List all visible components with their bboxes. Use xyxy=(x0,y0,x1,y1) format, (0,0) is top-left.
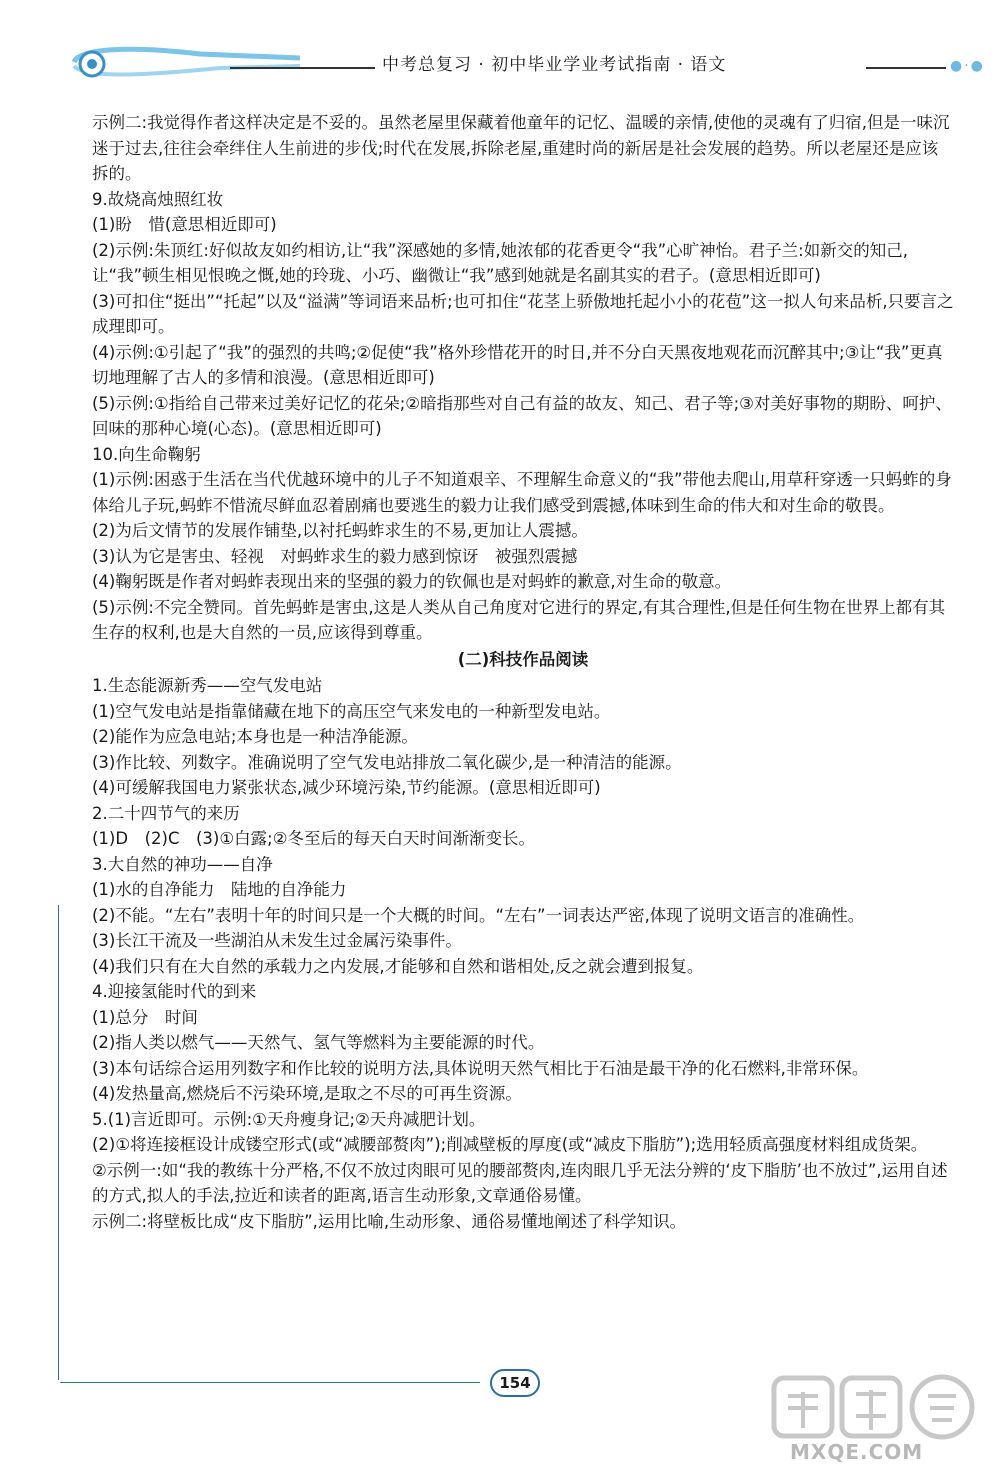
header-title: 中考总复习 · 初中毕业学业考试指南 · 语文 xyxy=(382,55,727,75)
page-number: 154 xyxy=(490,1369,540,1397)
text-line: (3)认为它是害虫、轻视 对蚂蚱求生的毅力感到惊讶 被强烈震撼 xyxy=(92,546,578,566)
text-line: (4)示例:①引起了“我”的强烈的共鸣;②促使“我”格外珍惜花开的时日,并不分白天黑夜地观花而沉醉其中;③让“我”更真切地理解了古人的多情和浪漫。(意思相近即可) xyxy=(92,342,943,387)
margin-rule-left xyxy=(58,905,59,1380)
text-line: (1)水的自净能力 陆地的自净能力 xyxy=(92,880,347,899)
text-line: (2)不能。“左右”表明十年的时间只是一个大概的时间。“左右”一词表达严密,体现了说明文语言的准确性。 xyxy=(92,905,865,925)
text-line: (3)可扣住“挺出”“托起”以及“溢满”等词语来品析;也可扣住“花茎上骄傲地托起小小的花苞”这一拟人句来品析,只要言之成理即可。 xyxy=(92,291,954,336)
text-line: (4)发热量高,燃烧后不污染环境,是取之不尽的可再生资源。 xyxy=(92,1084,522,1103)
text-line: (1)总分 时间 xyxy=(92,1007,198,1027)
question-title: 2.二十四节气的来历 xyxy=(92,803,240,823)
text-line: (2)①将连接框设计成镂空形式(或“减腰部赘肉”);削减壁板的厚度(或“减皮下脂肪”);选用轻质高强度材料组成货架。 xyxy=(92,1135,928,1154)
text-line: (2)示例:朱顶红:好似故友如约相访,让“我”深感她的多情,她浓郁的花香更令“我”心旷神怡。君子兰:如新交的知己,让“我”顿生相见恨晚之慨,她的玲珑、小巧、幽微让“我”感到她就是名副其实的君子。(意思相近即可) xyxy=(92,240,908,285)
page-number-badge xyxy=(484,1367,544,1397)
question-title: 4.迎接氢能时代的到来 xyxy=(92,982,257,1001)
text-line: (2)能作为应急电站;本身也是一种洁净能源。 xyxy=(92,727,418,746)
text-line: (3)本句话综合运用列数字和作比较的说明方法,具体说明天然气相比于石油是最干净的化石燃料,非常环保。 xyxy=(92,1058,869,1078)
margin-rule-bottom xyxy=(60,1382,480,1383)
text-line: 示例二:将壁板比成“皮下脂肪”,运用比喻,生动形象、通俗易懂地阐述了科学知识。 xyxy=(92,1211,687,1231)
question-title: 9.故烧高烛照红妆 xyxy=(92,189,224,209)
text-line: (5)示例:不完全赞同。首先蚂蚱是害虫,这是人类从自己角度对它进行的界定,有其合理性,但是任何生物在世界上都有其生存的权利,也是大自然的一员,应该得到尊重。 xyxy=(92,597,946,642)
text-line: (3)作比较、列数字。准确说明了空气发电站排放二氧化碳少,是一种清洁的能源。 xyxy=(92,752,682,772)
text-line: (4)我们只有在大自然的承载力之内发展,才能够和自然和谐相处,反之就会遭到报复。 xyxy=(92,956,704,976)
question-title: 1.生态能源新秀——空气发电站 xyxy=(92,676,323,695)
text-line: (1)空气发电站是指靠储藏在地下的高压空气来发电的一种新型发电站。 xyxy=(92,701,611,721)
header-rule-left xyxy=(230,67,375,69)
question-title: 10.向生命鞠躬 xyxy=(92,444,201,464)
text-line: (1)D (2)C (3)①白露;②冬至后的每天白天时间渐渐变长。 xyxy=(92,829,535,848)
section-title: (二)科技作品阅读 xyxy=(457,649,589,669)
text-line: ②示例一:如“我的教练十分严格,不仅不放过肉眼可见的腰部赘肉,连肉眼几乎无法分辨的‘皮下脂肪’也不放过”,运用自述的方式,拟人的手法,拉近和读者的距离,语言生动形象,文章通俗易懂。 xyxy=(92,1160,948,1205)
text-line: (4)可缓解我国电力紧张状态,减少环境污染,节约能源。(意思相近即可) xyxy=(92,778,601,797)
logo-swoosh-icon xyxy=(70,44,310,80)
text-line: (2)为后文情节的发展作铺垫,以衬托蚂蚱求生的不易,更加让人震撼。 xyxy=(92,521,588,540)
question-title: 5.(1)言近即可。示例:①天舟瘦身记;②天舟减肥计划。 xyxy=(92,1109,486,1129)
text-line: 示例二:我觉得作者这样决定是不妥的。虽然老屋里保藏着他童年的记忆、温暖的亲情,使他的灵魂有了归宿,但是一味沉迷于过去,往往会牵绊住人生前进的步伐;时代在发展,拆除老屋,重建时尚的新居是社会发展的趋势。所以老屋还是应该拆的。 xyxy=(92,113,950,183)
text-line: (5)示例:①指给自己带来过美好记忆的花朵;②暗指那些对自己有益的故友、知己、君子等;③对美好事物的期盼、呵护、回味的那种心境(心态)。(意思相近即可) xyxy=(92,393,952,438)
question-title: 3.大自然的神功——自净 xyxy=(92,854,273,874)
page-content xyxy=(92,110,954,1234)
text-line: (2)指人类以燃气——天然气、氢气等燃料为主要能源的时代。 xyxy=(92,1033,545,1052)
watermark-text: MXQE.COM xyxy=(790,1440,924,1464)
page-header xyxy=(70,44,985,84)
text-line: (3)长江干流及一些湖泊从未发生过金属污染事件。 xyxy=(92,931,462,950)
text-line: (1)盼 惜(意思相近即可) xyxy=(92,215,277,234)
header-decoration-icon: ●·● xyxy=(950,58,985,74)
text-line: (4)鞠躬既是作者对蚂蚱表现出来的坚强的毅力的钦佩也是对蚂蚱的歉意,对生命的敬意。 xyxy=(92,572,732,591)
text-line: (1)示例:困惑于生活在当代优越环境中的儿子不知道艰辛、不理解生命意义的“我”带他去爬山,用草秆穿透一只蚂蚱的身体给儿子玩,蚂蚱不惜流尽鲜血忍着剧痛也要逃生的毅力让我们感受到震撼,体味到生命的伟大和对生命的敬畏。 xyxy=(92,470,952,515)
header-rule-right xyxy=(866,67,946,69)
